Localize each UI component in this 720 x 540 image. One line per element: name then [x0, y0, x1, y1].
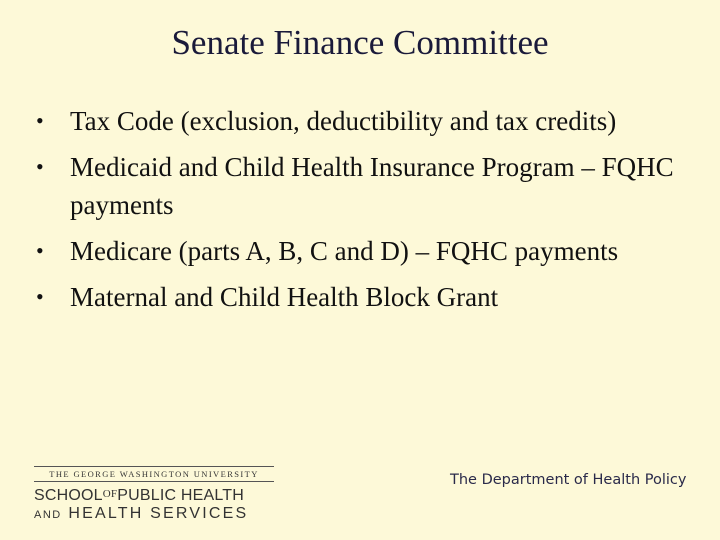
school-and: AND — [34, 509, 62, 521]
bullet-item-medicaid — [36, 148, 686, 224]
department-name: The Department of Health Policy — [450, 472, 687, 488]
bullet-item-maternal — [36, 278, 686, 316]
slide-title: Senate Finance Committee — [171, 23, 549, 62]
bullet-item-medicare — [36, 232, 686, 270]
school-name-line-2 — [34, 505, 274, 524]
school-name-line — [34, 485, 274, 505]
university-name: THE GEORGE WASHINGTON UNIVERSITY — [49, 469, 259, 479]
bullet-text: Tax Code (exclusion, deductibility and tax credits) — [70, 106, 617, 136]
bullet-list — [36, 102, 686, 324]
bullet-icon: • — [36, 154, 44, 179]
bullet-item-tax-code — [36, 102, 686, 140]
bullet-icon: • — [36, 108, 44, 133]
bullet-text: Medicare (parts A, B, C and D) – FQHC payments — [70, 236, 619, 266]
logo-rule — [34, 466, 274, 467]
bullet-icon: • — [36, 238, 44, 263]
school-of: OF — [102, 488, 118, 500]
bullet-icon: • — [36, 284, 44, 309]
gwu-sphhs-logo — [34, 466, 274, 524]
school-word: SCHOOL — [34, 487, 103, 504]
bullet-text: Maternal and Child Health Block Grant — [70, 282, 499, 312]
logo-rule — [34, 481, 274, 482]
school-public-health: PUBLIC HEALTH — [117, 487, 245, 504]
bullet-text: Medicaid and Child Health Insurance Program – FQHC payments — [70, 152, 674, 220]
school-health-services: HEALTH SERVICES — [68, 505, 249, 522]
